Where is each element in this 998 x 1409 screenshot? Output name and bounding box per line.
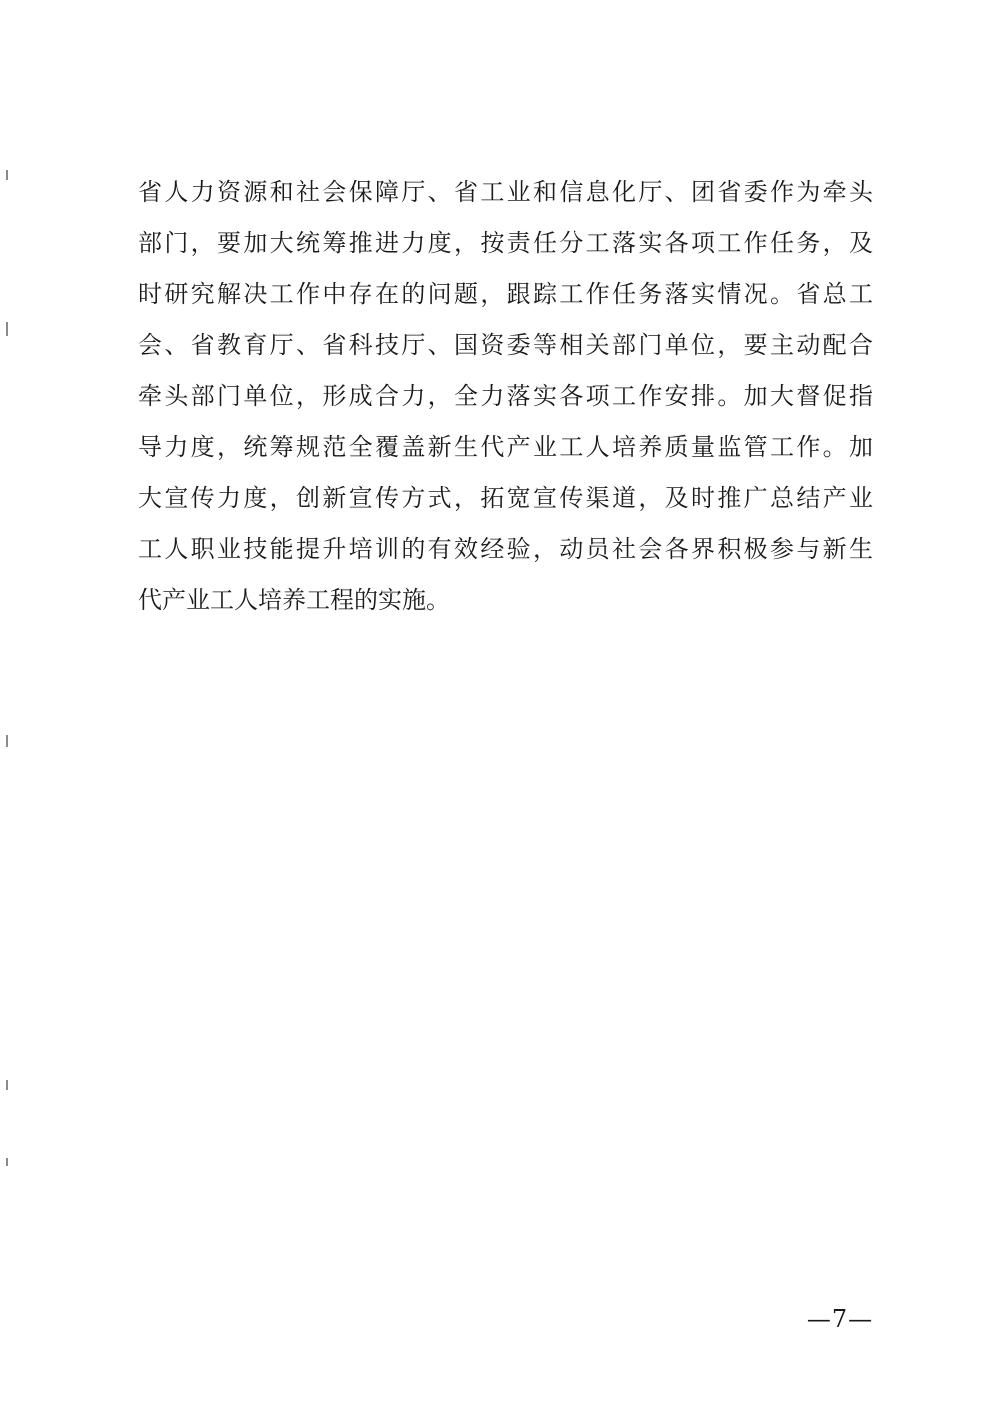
- text-line: 大宣传力度，创新宣传方式，拓宽宣传渠道，及时推广总结产业: [138, 484, 873, 512]
- text-line: 部门，要加大统筹推进力度，按责任分工落实各项工作任务，及: [138, 229, 873, 257]
- scan-mark: [6, 322, 8, 336]
- text-line: 导力度，统筹规范全覆盖新生代产业工人培养质量监管工作。加: [138, 433, 873, 461]
- scan-mark: [6, 1158, 8, 1166]
- text-line: 代产业工人培养工程的实施。: [138, 586, 450, 614]
- text-line: 省人力资源和社会保障厅、省工业和信息化厅、团省委作为牵头: [138, 178, 873, 206]
- scan-mark: [6, 170, 8, 180]
- text-line: 工人职业技能提升培训的有效经验，动员社会各界积极参与新生: [138, 535, 873, 563]
- text-line: 时研究解决工作中存在的问题，跟踪工作任务落实情况。省总工: [138, 280, 873, 308]
- scan-mark: [6, 735, 8, 747]
- text-line: 牵头部门单位，形成合力，全力落实各项工作安排。加大督促指: [138, 382, 873, 410]
- page-number: —7—: [806, 1305, 874, 1333]
- scan-mark: [6, 1080, 8, 1090]
- text-line: 会、省教育厅、省科技厅、国资委等相关部门单位，要主动配合: [138, 331, 873, 359]
